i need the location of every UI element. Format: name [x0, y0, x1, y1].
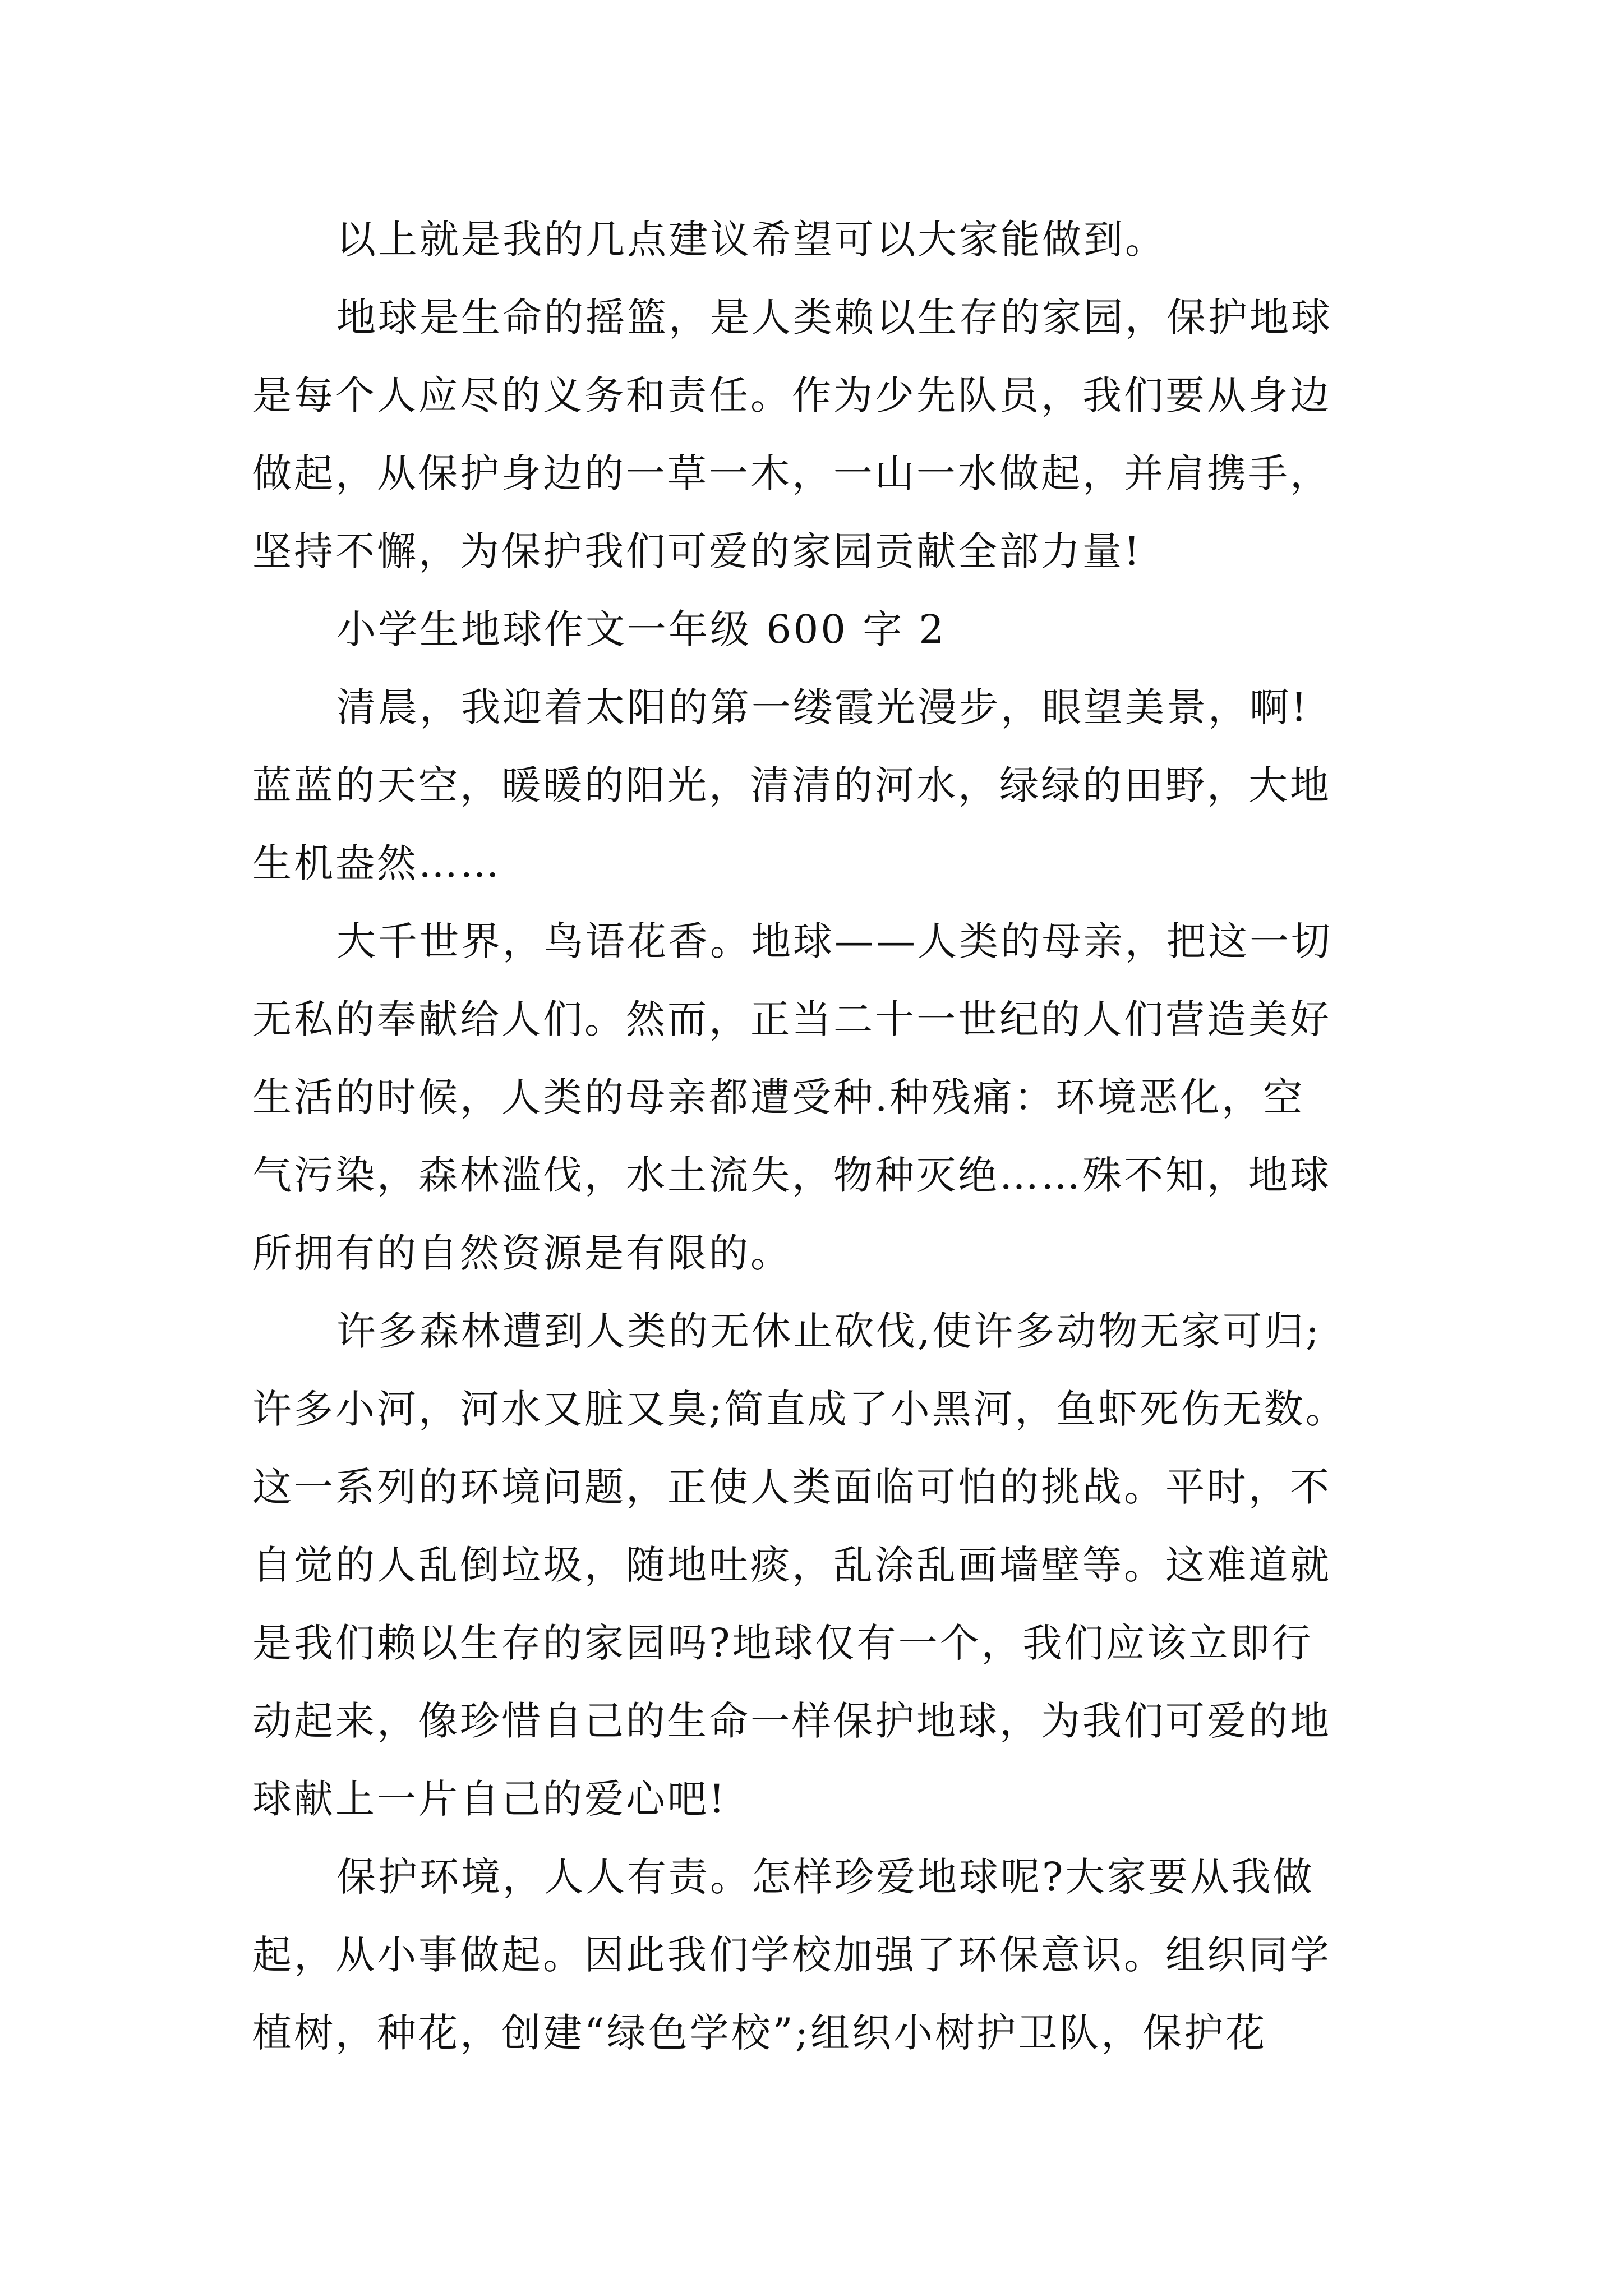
text-line: 坚持不懈，为保护我们可爱的家园贡献全部力量!	[252, 528, 1142, 574]
text-line: 生活的时候，人类的母亲都遭受种.种残痛：环境恶化，空	[252, 1074, 1305, 1120]
text-line: 以上就是我的几点建议希望可以大家能做到。	[336, 217, 1166, 263]
text-line: 气污染，森林滥伐，水土流失，物种灭绝……殊不知，地球	[252, 1152, 1331, 1198]
paragraph	[252, 201, 1391, 279]
text-line: 是每个人应尽的义务和责任。作为少先队员，我们要从身边	[252, 372, 1331, 418]
text-line: 所拥有的自然资源是有限的。	[252, 1230, 792, 1276]
text-line: 做起，从保护身边的一草一木，一山一水做起，并肩携手，	[252, 450, 1331, 496]
text-line: 大千世界，鸟语花香。地球——人类的母亲，把这一切	[336, 918, 1332, 964]
paragraph	[252, 1292, 1391, 1838]
text-line: 球献上一片自己的爱心吧!	[252, 1776, 727, 1822]
text-line: 清晨，我迎着太阳的第一缕霞光漫步，眼望美景，啊!	[336, 684, 1310, 730]
text-line: 许多小河，河水又脏又臭;简直成了小黑河，鱼虾死伤无数。	[252, 1386, 1347, 1432]
paragraph	[252, 279, 1391, 591]
text-line: 蓝蓝的天空，暖暖的阳光，清清的河水，绿绿的田野，大地	[252, 762, 1331, 808]
text-line: 自觉的人乱倒垃圾，随地吐痰，乱涂乱画墙壁等。这难道就	[252, 1542, 1331, 1588]
text-line: 生机盎然……	[252, 840, 501, 886]
text-line: 植树，种花，创建“绿色学校”;组织小树护卫队，保护花	[252, 2010, 1267, 2056]
text-line: 动起来，像珍惜自己的生命一样保护地球，为我们可爱的地	[252, 1698, 1331, 1744]
paragraph	[252, 669, 1391, 903]
text-line: 许多森林遭到人类的无休止砍伐,使许多动物无家可归;	[336, 1308, 1321, 1354]
text-line: 是我们赖以生存的家园吗?地球仅有一个，我们应该立即行	[252, 1620, 1313, 1666]
text-line: 这一系列的环境问题，正使人类面临可怕的挑战。平时，不	[252, 1464, 1331, 1510]
heading-line: 小学生地球作文一年级 600 字 2	[336, 606, 946, 652]
paragraph	[252, 1838, 1391, 2072]
section-heading	[252, 591, 1391, 669]
paragraph	[252, 903, 1391, 1292]
text-line: 地球是生命的摇篮，是人类赖以生存的家园，保护地球	[336, 295, 1332, 341]
text-line: 保护环境，人人有责。怎样珍爱地球呢?大家要从我做	[336, 1854, 1315, 1900]
text-line: 起，从小事做起。因此我们学校加强了环保意识。组织同学	[252, 1932, 1331, 1978]
document-body	[252, 201, 1391, 2072]
text-line: 无私的奉献给人们。然而，正当二十一世纪的人们营造美好	[252, 996, 1331, 1042]
